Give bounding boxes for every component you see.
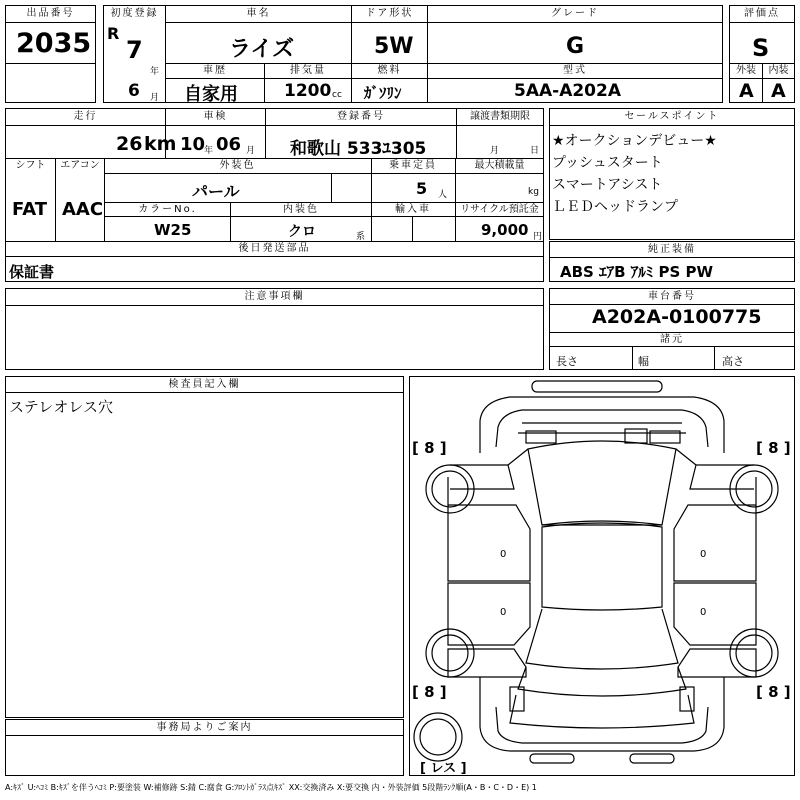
later-label: 後日発送部品	[238, 243, 311, 254]
import-label: 輸入車	[395, 204, 431, 215]
lot-label: 出品番号	[26, 8, 75, 19]
grade-label: グレード	[551, 8, 599, 19]
plate-label: 登録番号	[337, 111, 385, 122]
car-diagram	[409, 376, 795, 776]
lot-number: 2035	[16, 28, 92, 59]
transfer-label: 譲渡書類期限	[470, 111, 530, 122]
length-label: 長さ	[556, 355, 578, 368]
shift: FAT	[12, 199, 48, 220]
width-label: 幅	[638, 355, 649, 368]
door-type: 5W	[374, 34, 414, 59]
inspect-month: 06	[216, 134, 242, 155]
fuel: ｶﾞｿﾘﾝ	[364, 84, 402, 102]
intcolor-label: 内装色	[283, 204, 319, 215]
colorno-label: カラーNo.	[138, 204, 197, 215]
chassis-number: A202A-0100775	[592, 306, 762, 328]
ext-label: 外装	[736, 65, 756, 76]
displacement: 1200	[284, 81, 332, 101]
first-reg-label: 初度登録	[110, 8, 159, 19]
spare-tire-mark: [ レス ]	[420, 761, 467, 776]
equip-label: 純正装備	[648, 244, 696, 255]
details-box	[5, 108, 544, 282]
transfer-day-unit: 日	[530, 146, 540, 156]
legend: A:ｷｽﾞ U:ﾍｺﾐ B:ｷｽﾞを伴うﾍｺﾐ P:要塗装 W:補修跡 S:錆 C:腐食 G:ﾌﾛﾝﾄｶﾞﾗｽ点ｷｽﾞ XX:交換済み X:要交換 内・外装評価 5段階ﾗﾝｸ順(A・B・C・D・E) 1	[5, 783, 537, 792]
model-label: 型式	[563, 65, 587, 76]
score-box	[729, 5, 795, 103]
exterior-color: パール	[192, 182, 240, 201]
caution-label: 注意事項欄	[244, 291, 305, 302]
sales-line: ＬＥＤヘッドランプ	[552, 199, 678, 215]
tire-depth-fr: [ 8 ]	[756, 439, 791, 457]
car-outline-diagram	[410, 377, 794, 775]
load-label: 最大積載量	[474, 160, 525, 171]
tire-depth-fl: [ 8 ]	[412, 439, 447, 457]
history-label: 車歴	[203, 65, 227, 76]
door-label: ドア形状	[365, 8, 414, 19]
inspect-label: 車検	[203, 111, 228, 122]
color-number: W25	[154, 221, 192, 239]
first-reg-year: 7	[126, 36, 143, 64]
name-label: 車名	[246, 8, 271, 19]
ac-label: エアコン	[60, 160, 100, 171]
fuel-label: 燃料	[377, 65, 402, 76]
car-name: ライズ	[229, 37, 295, 62]
sales-box	[549, 108, 795, 240]
mileage-unit: km	[144, 133, 177, 155]
year-unit: 年	[150, 67, 160, 77]
ext-grade: A	[739, 80, 754, 102]
inspect-month-unit: 月	[246, 146, 256, 156]
color-label: 外装色	[219, 160, 256, 171]
inspector-label: 検査員記入欄	[168, 379, 241, 390]
interior-color: クロ	[288, 224, 316, 240]
sales-line: スマートアシスト	[552, 177, 663, 193]
ac: AAC	[62, 199, 104, 220]
inspect-year-unit: 年	[204, 146, 214, 156]
transfer-month-unit: 月	[490, 146, 500, 156]
sales-line: プッシュスタート	[552, 155, 663, 171]
equip-box	[549, 241, 795, 282]
inspector-note: ステレオレス穴	[9, 398, 113, 416]
equipment: ABS ｴｱB ｱﾙﾐ PS PW	[560, 263, 714, 281]
mileage: 26	[116, 133, 143, 155]
first-reg-month: 6	[128, 81, 140, 101]
sales-label: セールスポイント	[624, 111, 720, 122]
recycle-fee: 9,000	[481, 221, 529, 239]
inspector-box	[5, 376, 404, 718]
score: S	[752, 34, 770, 62]
score-label: 評価点	[744, 8, 780, 19]
recycle-unit: 円	[533, 232, 543, 242]
month-unit: 月	[150, 93, 160, 103]
door-mark: 0	[500, 549, 507, 560]
door-mark: 0	[500, 607, 507, 618]
history: 自家用	[184, 84, 238, 105]
height-label: 高さ	[722, 355, 744, 368]
recycle-label: リサイクル預託金	[460, 204, 539, 215]
grade: G	[566, 34, 585, 59]
caution-box	[5, 288, 544, 370]
int-label: 内装	[768, 65, 789, 76]
later-parts: 保証書	[9, 263, 55, 281]
intcolor-unit: 系	[356, 232, 366, 242]
load-unit: kg	[528, 187, 539, 197]
plate: 和歌山 533ﾕ305	[290, 139, 427, 159]
shift-label: シフト	[15, 160, 46, 171]
door-mark: 0	[700, 607, 707, 618]
dims-label: 諸元	[660, 334, 684, 345]
tire-depth-rr: [ 8 ]	[756, 683, 791, 701]
capacity-label: 乗車定員	[389, 160, 437, 171]
mileage-label: 走行	[73, 111, 98, 122]
capacity: 5	[416, 179, 428, 198]
door-mark: 0	[700, 549, 707, 560]
era: R	[107, 24, 120, 43]
int-grade: A	[771, 80, 786, 102]
tire-depth-rl: [ 8 ]	[412, 683, 447, 701]
office-label: 事務局よりご案内	[156, 722, 253, 733]
vehicle-header	[103, 5, 723, 103]
office-box	[5, 719, 404, 776]
sales-line: ★オークションデビュー★	[552, 133, 717, 149]
capacity-unit: 人	[438, 190, 448, 200]
disp-unit: cc	[332, 90, 342, 100]
chassis-box	[549, 288, 795, 370]
model-code: 5AA-A202A	[514, 81, 621, 101]
disp-label: 排気量	[290, 65, 326, 76]
lot-box	[5, 5, 96, 103]
chassis-label: 車台番号	[648, 291, 696, 302]
inspect-year: 10	[180, 134, 206, 155]
